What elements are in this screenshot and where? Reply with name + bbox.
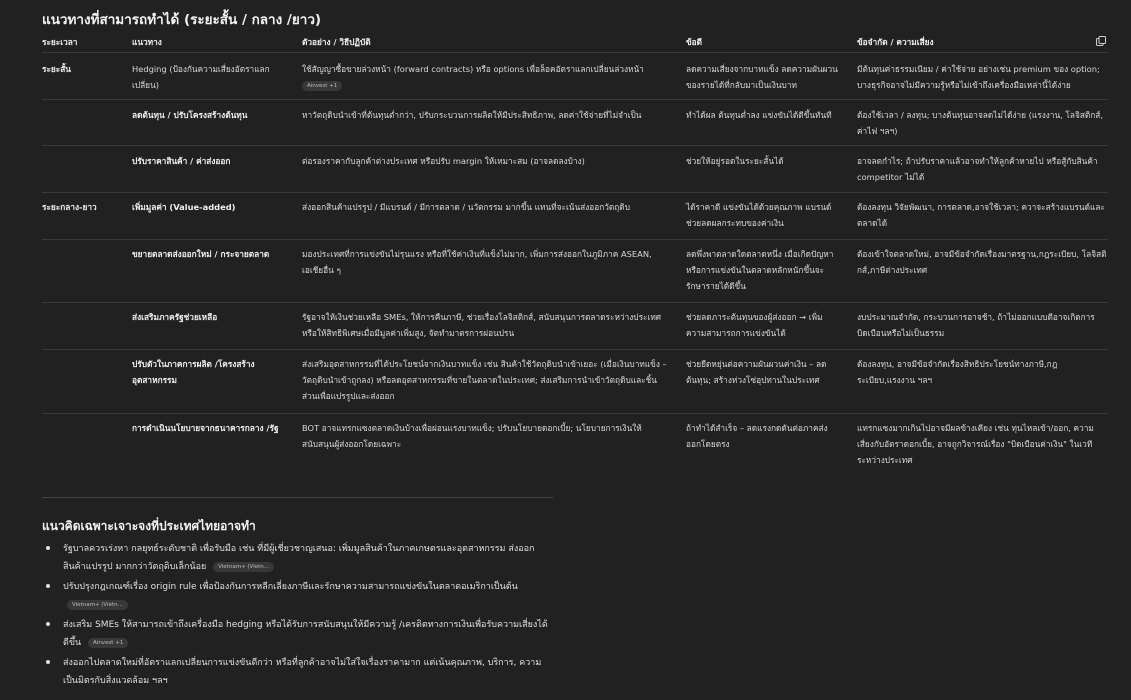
cell-pros: ทำได้ผล ต้นทุนต่ำลง แข่งขันได้ดีขึ้นทันที bbox=[686, 110, 832, 120]
cell-example-text: ใช้สัญญาซื้อขายล่วงหน้า (forward contracts) หรือ options เพื่อล็อคอัตราแลกเปลี่ยนล่วงหน้า bbox=[302, 64, 644, 74]
table-row bbox=[42, 146, 1108, 193]
header-approach: แนวทาง bbox=[132, 37, 162, 47]
cell-cons: แทรกแซงมากเกินไปอาจมีผลข้างเคียง เช่น ทุนไหลเข้า/ออก, ความเสี่ยงกับอัตราดอกเบี้ย, อาจถูกวิจารณ์เรื่อง "บิดเบือนค่าเงิน" ในเวทีระหว่างประเทศ bbox=[857, 423, 1094, 465]
cell-approach: ส่งเสริมภาครัฐช่วยเหลือ bbox=[132, 312, 218, 322]
cell-example: หาวัตถุดิบนำเข้าที่ต้นทุนต่ำกว่า, ปรับกระบวนการผลิตให้มีประสิทธิภาพ, ลดค่าใช้จ่ายที่ไม่จำเป็น bbox=[302, 110, 642, 120]
cell-pros: ถ้าทำได้สำเร็จ – ลดแรงกดดันต่อภาคส่งออกโดยตรง bbox=[686, 423, 828, 449]
cell-example: ส่งออกสินค้าแปรรูป / มีแบรนด์ / มีการตลาด / นวัตกรรม มากขึ้น แทนที่จะเน้นส่งออกวัตถุดิบ bbox=[302, 202, 630, 212]
list-item bbox=[42, 578, 552, 614]
cell-approach: Hedging (ป้องกันความเสี่ยงอัตราแลกเปลี่ยน) bbox=[132, 64, 270, 90]
table-row bbox=[42, 100, 1108, 146]
cell-example: ส่งเสริมอุตสาหกรรมที่ได้ประโยชน์จากเงินบาทแข็ง เช่น สินค้าใช้วัตถุดิบนำเข้าเยอะ (เมื่อเงินบาทแข็ง – วัตถุดิบนำเข้าถูกลง) หรือลดอุตสาหกรรมที่ขายในตลาดในประเทศ; ส่งเสริมการนำเข้าวัตถุดิบและชิ้นส่วนเพื่อแปรรูปและส่งออก bbox=[302, 359, 667, 401]
cell-approach: ปรับราคาสินค้า / ค่าส่งออก bbox=[132, 156, 231, 166]
table-row bbox=[42, 240, 1108, 303]
cell-cons: ต้องเข้าใจตลาดใหม่, อาจมีข้อจำกัดเรื่องมาตรฐาน,กฎระเบียบ, โลจิสติกส์,ภาษีต่างประเทศ bbox=[857, 249, 1107, 275]
section-heading-thailand: แนวคิดเฉพาะเจาะจงที่ประเทศไทยอาจทำ bbox=[42, 519, 256, 533]
source-chip[interactable]: Ainvest +1 bbox=[88, 638, 128, 648]
cell-example: มองประเทศที่การแข่งขันไม่รุนแรง หรือที่ใช้ค่าเงินที่แข็งไม่มาก, เพิ่มการส่งออกในภูมิภาค ASEAN, เอเชียอื่น ๆ bbox=[302, 249, 652, 275]
table-row bbox=[42, 193, 1108, 240]
cell-approach: ลดต้นทุน / ปรับโครงสร้างต้นทุน bbox=[132, 110, 248, 120]
section-heading-approaches: แนวทางที่สามารถทำได้ (ระยะสั้น / กลาง /ยาว) bbox=[42, 12, 322, 28]
list-item bbox=[42, 540, 552, 576]
table-row bbox=[42, 414, 1108, 472]
approaches-table bbox=[42, 34, 1108, 472]
cell-pros: ช่วยลดภาระต้นทุนของผู้ส่งออก → เพิ่มความสามารถการแข่งขันได้ bbox=[686, 312, 823, 338]
table-row bbox=[42, 350, 1108, 414]
source-chip[interactable]: Vietnam+ (Vietn... bbox=[67, 600, 128, 610]
cell-example: ต่อรองราคากับลูกค้าต่างประเทศ หรือปรับ margin ให้เหมาะสม (อาจลดลงบ้าง) bbox=[302, 156, 585, 166]
source-chip[interactable]: Vietnam+ (Vietn... bbox=[213, 562, 274, 572]
header-pros: ข้อดี bbox=[686, 37, 703, 47]
cell-cons: อาจลดกำไร; ถ้าปรับราคาแล้วอาจทำให้ลูกค้าหายไป หรือสู้กับสินค้า competitor ไม่ได้ bbox=[857, 156, 1098, 182]
list-item bbox=[42, 616, 552, 652]
cell-pros: ช่วยให้อยู่รอดในระยะสั้นได้ bbox=[686, 156, 784, 166]
copy-icon[interactable] bbox=[1096, 36, 1106, 46]
list-item bbox=[42, 654, 552, 690]
cell-approach: ปรับตัวในภาคการผลิต /โครงสร้างอุตสาหกรรม bbox=[132, 359, 255, 385]
table-row bbox=[42, 57, 1108, 100]
cell-cons: งบประมาณจำกัด, กระบวนการอาจช้า, ถ้าไม่ออกแบบดีอาจเกิดการบิดเบือนหรือไม่เป็นธรรม bbox=[857, 312, 1095, 338]
cell-example: รัฐอาจให้เงินช่วยเหลือ SMEs, ให้การคืนภาษี, ช่วยเรื่องโลจิสติกส์, สนับสนุนการตลาดระหว่างประเทศ หรือให้สิทธิพิเศษเมื่อมีมูลค่าเพิ่มสูง, จัดทำมาตรการผ่อนปรน bbox=[302, 312, 662, 338]
header-period: ระยะเวลา bbox=[42, 37, 78, 47]
source-chip[interactable]: Ainvest +1 bbox=[302, 81, 342, 91]
list-item-text: รัฐบาลควรเร่งหา กลยุทธ์ระดับชาติ เพื่อรับมือ เช่น ที่มีผู้เชี่ยวชาญเสนอ: เพิ่มมูลสินค้าในภาคเกษตรและอุตสาหกรรม ส่งออกสินค้าแปรรูป มากกว่าวัตถุดิบเล็กน้อย bbox=[63, 544, 535, 572]
table-header-row bbox=[42, 34, 1108, 53]
thailand-ideas-list bbox=[42, 540, 552, 692]
list-item-text: ส่งเสริม SMEs ให้สามารถเข้าถึงเครื่องมือ hedging หรือได้รับการสนับสนุนให้มีความรู้ /เครดิตทางการเงินเพื่อรับความเสี่ยงได้ดีขึ้น bbox=[63, 620, 548, 648]
cell-cons: มีต้นทุนค่าธรรมเนียม / ค่าใช้จ่าย อย่างเช่น premium ของ option; บางธุรกิจอาจไม่มีความรู้หรือไม่เข้าถึงเครื่องมือเหล่านี้ได้ง่าย bbox=[857, 64, 1100, 90]
cell-cons: ต้องลงทุน วิจัยพัฒนา, การตลาด,อาจใช้เวลา; ควาจะสร้างแบรนด์และตลาดได้ bbox=[857, 202, 1105, 228]
cell-pros: ช่วยยืดหยุ่นต่อความผันผวนค่าเงิน – ลดต้นทุน; สร้างห่วงโซ่อุปทานในประเทศ bbox=[686, 359, 827, 385]
cell-period: ระยะกลาง-ยาว bbox=[42, 202, 97, 212]
cell-period: ระยะสั้น bbox=[42, 64, 71, 74]
cell-approach: การดำเนินนโยบายจากธนาคารกลาง /รัฐ bbox=[132, 423, 279, 433]
cell-approach: ขยายตลาดส่งออกใหม่ / กระจายตลาด bbox=[132, 249, 270, 259]
cell-pros: ลดพึ่งพาตลาดใดตลาดหนึ่ง เมื่อเกิดปัญหาหรือการแข่งขันในตลาดหลักหนักขึ้นจะรักษารายได้ดีขึ้น bbox=[686, 249, 834, 291]
cell-approach: เพิ่มมูลค่า (Value-added) bbox=[132, 202, 236, 212]
header-example: ตัวอย่าง / วิธีปฏิบัติ bbox=[302, 37, 371, 47]
cell-example bbox=[302, 61, 667, 93]
list-item-text: ส่งออกไปตลาดใหม่ที่อัตราแลกเปลี่ยนการแข่งขันดีกว่า หรือที่ลูกค้าอาจไม่ใส่ใจเรื่องราคามาก แต่เน้นคุณภาพ, บริการ, ความเป็นมิตรกับสิ่งแวดล้อม ฯลฯ bbox=[63, 658, 542, 686]
list-item-text: ปรับปรุงกฎเกณฑ์เรื่อง origin rule เพื่อป้องกันการหลีกเลี่ยงภาษีและรักษาความสามารถแข่งขันในตลาดอเมริกาเป็นต้น bbox=[63, 582, 518, 592]
header-cons: ข้อจำกัด / ความเสี่ยง bbox=[857, 37, 934, 47]
cell-example: BOT อาจแทรกแซงตลาดเงินบ้างเพื่อผ่อนแรงบาทแข็ง; ปรับนโยบายดอกเบี้ย; นโยบายการเงินให้สนับสนุนผู้ส่งออกโดยเฉพาะ bbox=[302, 423, 642, 449]
cell-cons: ต้องใช้เวลา / ลงทุน; บางต้นทุนอาจลดไม่ได้ง่าย (แรงงาน, โลจิสติกส์, ค่าไฟ ฯลฯ) bbox=[857, 110, 1104, 136]
section-divider bbox=[42, 497, 553, 498]
table-row bbox=[42, 303, 1108, 350]
cell-cons: ต้องลงทุน, อาจมีข้อจำกัดเรื่องสิทธิประโยชน์ทางภาษี,กฎระเบียบ,แรงงาน ฯลฯ bbox=[857, 359, 1058, 385]
cell-pros: ได้ราคาดี แข่งขันได้ด้วยคุณภาพ แบรนด์ ช่วยลดผลกระทบของค่าเงิน bbox=[686, 202, 832, 228]
cell-pros: ลดความเสี่ยงจากบาทแข็ง ลดความผันผวนของรายได้ที่กลับมาเป็นเงินบาท bbox=[686, 64, 838, 90]
